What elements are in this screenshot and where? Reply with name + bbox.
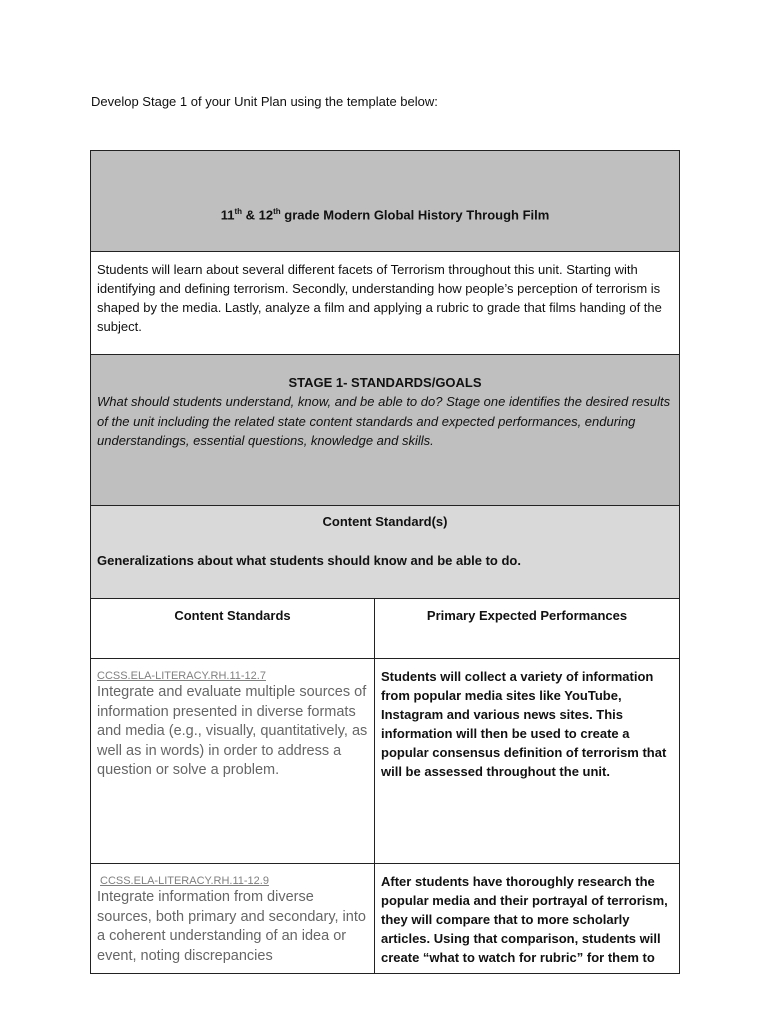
stage-cell xyxy=(91,355,680,506)
unit-title-cell xyxy=(91,151,680,252)
performance-cell: Students will collect a variety of information from popular media sites like YouTube, Instagram and various news sites. This information will then be used to create a popular consensus definition of terrorism that will be assessed throughout the unit. xyxy=(375,659,680,864)
title-row xyxy=(91,151,680,252)
column-header-row xyxy=(91,599,680,659)
unit-title: 11th & 12th grade Modern Global History Through Film xyxy=(220,207,550,223)
unit-plan-table xyxy=(90,150,680,974)
standard-code-link[interactable]: CCSS.ELA-LITERACY.RH.11-12.9 xyxy=(100,875,269,887)
content-standards-cell xyxy=(91,506,680,599)
standard-cell xyxy=(91,659,375,864)
content-standards-row xyxy=(91,506,680,599)
content-standards-title: Content Standard(s) xyxy=(322,514,448,529)
stage-description: What should students understand, know, and be able to do? Stage one identifies the desired results of the unit including the related state content standards and expected performances, enduring understandings, essential questions, knowledge and skills. xyxy=(97,394,671,448)
standard-code-link[interactable]: CCSS.ELA-LITERACY.RH.11-12.7 xyxy=(97,670,266,682)
summary-row xyxy=(91,252,680,355)
table-row xyxy=(91,864,680,974)
column-header-performances: Primary Expected Performances xyxy=(375,599,680,659)
intro-instruction: Develop Stage 1 of your Unit Plan using the template below: xyxy=(91,94,438,109)
standard-cell xyxy=(91,864,375,974)
generalizations-text: Generalizations about what students should know and be able to do. xyxy=(97,553,521,568)
table-row xyxy=(91,659,680,864)
stage-row xyxy=(91,355,680,506)
unit-summary: Students will learn about several different facets of Terrorism throughout this unit. Starting with identifying and defining terrorism. Secondly, understanding how people’s perception of terrorism is shaped by the media. Lastly, analyze a film and applying a rubric to grade that films handing of the subject. xyxy=(91,252,680,355)
stage-title: STAGE 1- STANDARDS/GOALS xyxy=(288,375,482,390)
standard-text: Integrate information from diverse sources, both primary and secondary, into a coherent understanding of an idea or event, noting discrepancies xyxy=(97,889,366,964)
standard-text: Integrate and evaluate multiple sources of information presented in diverse formats and media (e.g., visually, quantitatively, as well as in words) in order to address a question or solve a problem. xyxy=(97,684,368,778)
column-header-standards: Content Standards xyxy=(91,599,375,659)
performance-cell: After students have thoroughly research the popular media and their portrayal of terrorism, they will compare that to more scholarly articles. Using that comparison, students will create “what to watch for rubric” for them to xyxy=(375,864,680,974)
